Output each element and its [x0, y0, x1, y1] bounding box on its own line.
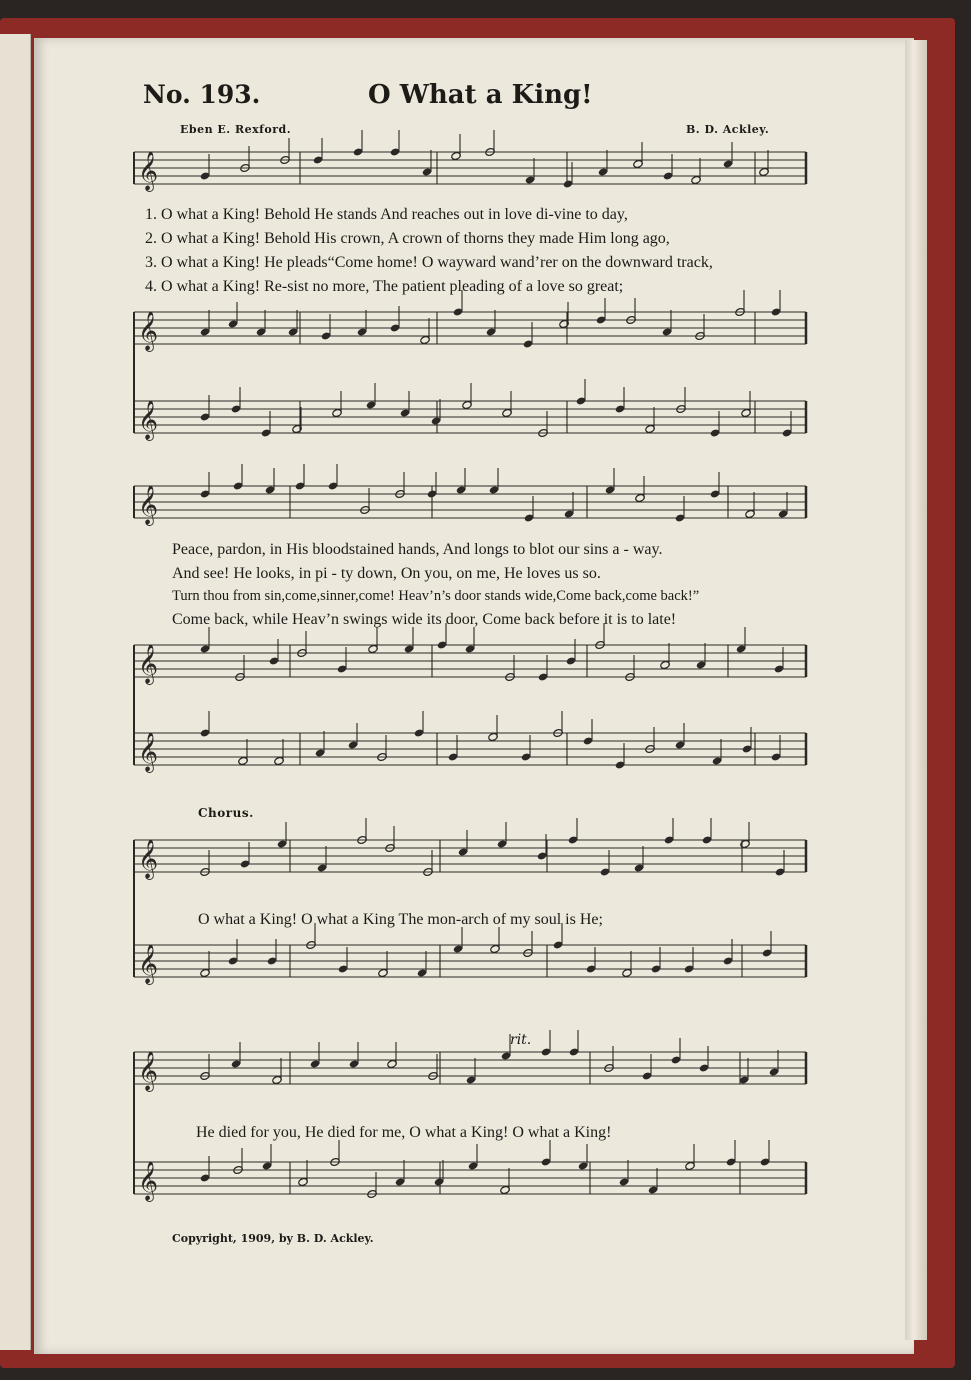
svg-text:𝄞: 𝄞 [138, 732, 159, 772]
verse-4-line-2: Come back, while Heav’n swings wide its door, Come back before it is to late! [172, 611, 677, 628]
ritardando-marking: rit. [510, 1032, 532, 1048]
svg-text:𝄞: 𝄞 [138, 1051, 159, 1091]
verse-1-line-2: Peace, pardon, in His bloodstained hands, And longs to blot our sins a - way. [172, 541, 663, 558]
svg-text:𝄞: 𝄞 [138, 839, 159, 879]
copyright-notice: Copyright, 1909, by B. D. Ackley. [172, 1232, 374, 1245]
composer-credit: B. D. Ackley. [686, 123, 770, 136]
svg-text:𝄞: 𝄞 [138, 311, 159, 351]
chorus-label: Chorus. [198, 806, 254, 820]
verse-1-line-1: 1. O what a King! Behold He stands And reaches out in love di-vine to day, [145, 206, 628, 223]
svg-text:𝄞: 𝄞 [138, 151, 159, 191]
svg-text:𝄞: 𝄞 [138, 1161, 159, 1201]
verse-2-line-1: 2. O what a King! Behold His crown, A crown of thorns they made Him long ago, [145, 230, 670, 247]
hymn-title: O What a King! [368, 80, 593, 110]
verse-4-line-1: 4. O what a King! Re-sist no more, The patient pleading of a love so great; [145, 278, 624, 295]
verse-3-line-2: Turn thou from sin,come,sinner,come! Heav’n’s door stands wide,Come back,come back!” [172, 588, 700, 604]
svg-text:𝄞: 𝄞 [138, 485, 159, 525]
chorus-line-1: O what a King! O what a King The mon-arch of my soul is He; [198, 911, 603, 928]
chorus-line-2: He died for you, He died for me, O what a King! O what a King! [196, 1124, 612, 1141]
svg-text:𝄞: 𝄞 [138, 944, 159, 984]
svg-text:𝄞: 𝄞 [138, 644, 159, 684]
hymn-number: No. 193. [143, 80, 261, 109]
verse-2-line-2: And see! He looks, in pi - ty down, On you, on me, He loves us so. [172, 565, 601, 582]
svg-text:𝄞: 𝄞 [138, 400, 159, 440]
verse-3-line-1: 3. O what a King! He pleads“Come home! O wayward wand’rer on the downward track, [145, 254, 713, 271]
lyricist-credit: Eben E. Rexford. [180, 123, 292, 136]
